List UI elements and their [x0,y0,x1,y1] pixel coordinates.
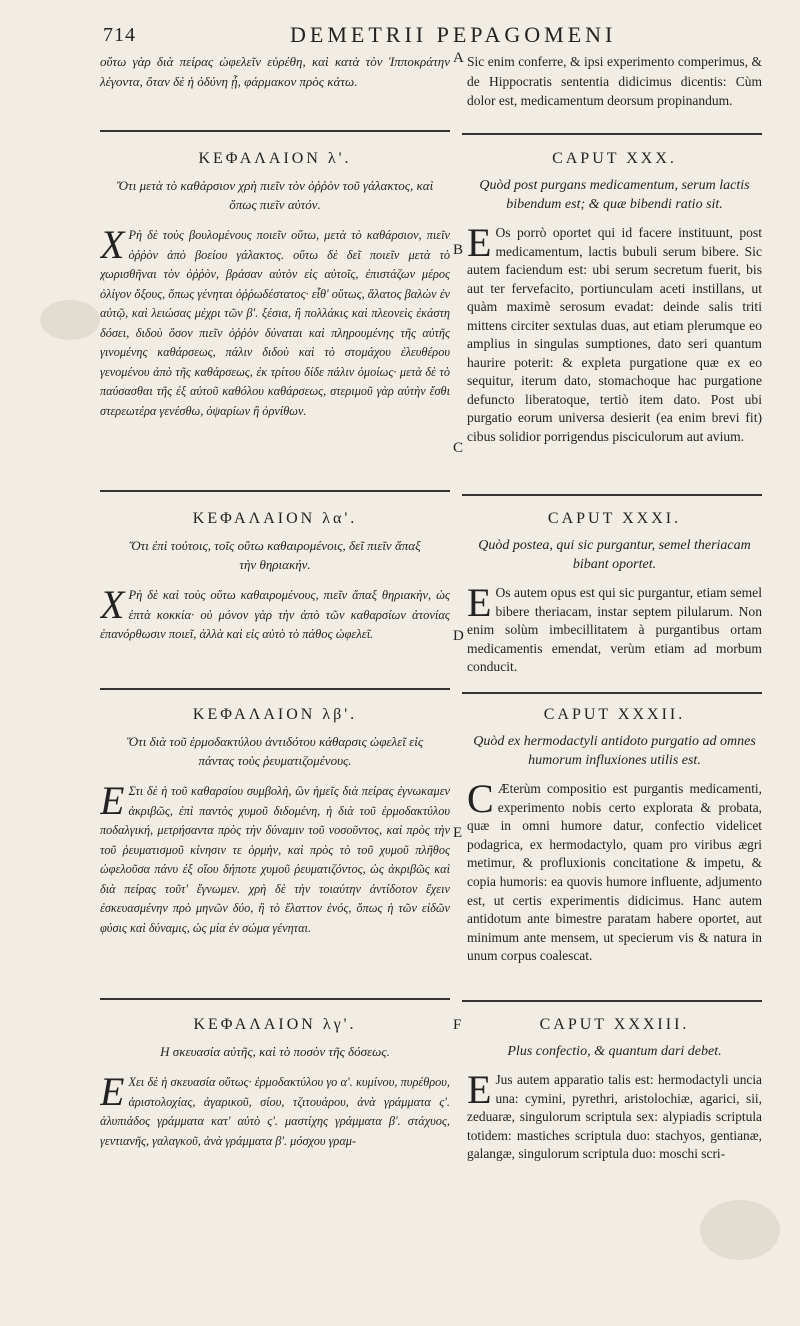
margin-letter-d: D [453,628,464,644]
section-rule [462,1000,762,1002]
greek-chapter-caption: Ὅτι διὰ τοῦ ἑρμοδακτύλου ἀντιδότου κάθαρσις ὠφελεῖ εἰς πάντας τοὺς ῥευματιζομένους. [126,734,424,768]
latin-chapter-body: Os porrò oportet qui id facere instituunt, post medicamentum, lactis bubuli serum bibere. Sic autem faciendum est: ubi serum secretum fuerit, bis aut ter fervefacito, portiunculam aceti instillans, ut quàm maximè serosum evadat: deinde salis triti mittens circiter sextulas duas, aut etiam plerumque eo amplius in singulas sumptiones, dato seri quantum haurire poterit: & expleta purgatione quæ ex eo sequitur, iterum dato, stomachoque hac purgatione defuncto liberatoque, tertiò item dato. Post ubi purgatio eorum universa desierit (ea enim brevi fit) cibus solidior porrigendus pisciculorum aut avium. [467,225,762,444]
latin-chapter-heading: CAPUT XXXIII. [539,1016,690,1033]
page-stain [700,1200,780,1260]
latin-chapter-31 [467,510,762,680]
greek-chapter-31 [100,510,450,680]
greek-dropcap: Χ [100,582,125,627]
greek-chapter-33 [100,1016,450,1196]
latin-chapter-caption: Quòd postea, qui sic purgantur, semel theriacam bibant oportet. [478,538,751,572]
latin-chapter-heading: CAPUT XXXI. [547,510,682,527]
greek-chapter-caption: Ὅτι μετὰ τὸ καθάρσιον χρὴ πιεῖν τὸν ὀῤῥὸν τοῦ γάλακτος, καὶ ὅπως πιεῖν αὐτόν. [116,178,434,212]
greek-dropcap: Χ [100,222,125,267]
section-rule [462,133,762,135]
latin-continuation [467,52,762,122]
greek-chapter-heading: ΚΕΦΑΛΑΙΟΝ λγ'. [193,1016,357,1033]
latin-continuation-text: Sic enim conferre, & ipsi experimento comperimus, & de Hippocratis sententia didicimus dicentis: Cùm dolor est, medicamentum deorsum propinandum. [467,54,762,108]
latin-chapter-33 [467,1016,762,1196]
section-rule [100,688,450,690]
latin-chapter-body: Æterùm compositio est purgantis medicamenti, experimento nobis certo explorata & probata, quæ in omni humore datur, confectio videlicet podagrica, ex hermodactylo, quam pro viribus ægri metimur, & profluxionis concitatione & impetu, & copia humoris: ea quovis humore influente, adjumento est, ut certis experimentis didicimus. Hanc autem antidotum ante bimestre paratam habere oportet, aut minimum ante mensem, ut specierum vis & natura in unum corpus coalescat. [467,781,762,964]
latin-chapter-caption: Plus confectio, & quantum dari debet. [507,1044,722,1059]
section-rule [462,494,762,496]
page-header [0,22,800,52]
latin-dropcap: C [467,776,494,821]
margin-letter-e: E [453,825,463,841]
greek-chapter-body: Στι δὲ ἡ τοῦ καθαρσίου συμβολὴ, ὣν ἡμεῖς διὰ πείρας ἐγνωκαμεν ἀκριβῶς, ἐπὶ παντὸς χυμοῦ διδομένη, ἡ διὰ τοῦ ἑρμοδακτύλου ποδαλγική, μετρήσαντα πρὸς τὴν δύναμιν τοῦ νοσοῦντος, καὶ πρὸς τὴν τοῦ ῥευματισμοῦ κίνησιν τε ὁρμὴν, καὶ πρὸς τὸ τοῦ χυμοῦ πλῆθος ὠφελοῦσα πάνυ ἐξ οἵου δήποτε χυμοῦ ῥευματιζόντος, ὡς ἀκριβῶς καὶ διὰ πείρας τοῦτ' ἔγνωμεν. χρὴ δὲ τὴν τοιαύτην ἀντίδοτον ἔχειν ἐσκευασμένην πρὸ μηνῶν δύο, ἢ τὸ ἔλαττον ἑνός, ὅπως ἡ τῶν εἰδῶν φύσις καὶ δύναμις, ὡς μία ἐν σώμα γένηται. [100,784,450,935]
greek-chapter-caption: Η σκευασία αὐτῆς, καὶ τὸ ποσὸν τῆς δόσεως. [160,1044,390,1059]
greek-chapter-body: Ρὴ δὲ τοὺς βουλομένους ποιεῖν οὕτω, μετὰ τὸ καθάρσιον, πιεῖν ὀῤῥὸν ἀπὸ βοείου γάλακτος. οὕτω δὲ δεῖ ποιεῖν μετὰ τὸ χωρισθῆναι τὸν ὀῤῥὸν, βράσαν αὐτὸν εἰς αὐτοῖς, ἐπιστάζων μέρος ὀλίγον ὄξους, ὅπως γένηται ὀῤῥωδέστατος· εἶθ' οὕτως, ἅλατος βαλὼν ἐν αὐτῷ, καὶ λειώσας μέχρι τῶν β'. ξέσια, ἢ πολλάκις καὶ πλεονεὶς ἐκάστη δόσει, διδοὺ ὅσον πιεῖν ὀῤῥὸν δύναται καὶ πληρουμένης τῆς αὐτῆς γινομένης καθάρσεως, πάλιν διδοὺ καὶ τὸ στομάχου ἐλευθέρου γενομένου ἀπὸ τῆς καθάρσεως, ἐκ τρίτου δίδε πάλιν ὁμοίως· μετὰ δὲ τὸ παύσασθαι τῆς ἐξ αὐτοῦ καθόλου καθάρσεως, στεριμοῦ γὰρ αὐτὴν ἔσθι στερεωτέρα γενέσθω, ὀψαρίων ἢ ὀρνίθων. [100,228,450,418]
margin-letter-b: B [453,242,464,258]
greek-continuation-text: οὕτω γὰρ διὰ πείρας ὠφελεῖν εὑρέθη, καὶ κατὰ τὸν Ἱπποκράτην λέγοντα, ὅταν δὲ ἡ ὀδύνη ᾖ, φάρμακον πρὸς κάτω. [100,54,450,89]
greek-continuation [100,52,450,122]
section-rule [100,998,450,1000]
greek-dropcap: Ε [100,778,125,823]
latin-chapter-caption: Quòd ex hermodactyli antidoto purgatio ad omnes humorum influxiones utilis est. [473,734,756,768]
margin-letter-f: F [453,1017,462,1033]
latin-chapter-body: Jus autem apparatio talis est: hermodactyli uncia una: cymini, pyrethri, aristolochiæ, agarici, sii, zeduaræ, singulorum scriptula sex: alypiadis scriptula totidem: mastiches scriptula duo: stachyos, gentianæ, galangæ, singulorum scriptula duo: moschi scri- [467,1072,762,1162]
latin-dropcap: E [467,1067,492,1112]
margin-letter-c: C [453,440,464,456]
section-rule [100,130,450,132]
margin-letter-a: A [453,50,464,66]
latin-chapter-heading: CAPUT XXXII. [543,706,686,723]
greek-chapter-30 [100,150,450,480]
latin-chapter-32 [467,706,762,991]
latin-dropcap: E [467,220,492,265]
greek-chapter-body: Χει δὲ ἡ σκευασία οὕτως· ἑρμοδακτύλου γο α'. κυμίνου, πυρέθρου, ἀριστολοχίας, ἀγαρικοῦ, σίου, τζιτουάρου, ἀνὰ γράμματα ς'. ἀλυπιάδος γράμματα κατ' αὐτὸ ς'. μαστίχης γράμματα β'. στάχυος, γεντιανῆς, γαλαγκοῦ, ἀνὰ γράμματα β'. μόσχου γραμ- [100,1075,450,1148]
latin-chapter-heading: CAPUT XXX. [552,150,677,167]
greek-chapter-heading: ΚΕΦΑΛΑΙΟΝ λα'. [192,510,358,527]
greek-chapter-body: Ρὴ δὲ καὶ τοὺς οὕτω καθαιρομένους, πιεῖν ἅπαξ θηριακὴν, ὡς ἑπτὰ κοκκία· οὐ μόνον γὰρ τὴν ἀπὸ τῶν καθαρσίων ἀτονίας ἐπανόρθωσιν ποιεῖ, ἀλλὰ καὶ εἰς αὐτὸ τὸ πάθος ὠφελεῖ. [100,588,450,641]
greek-chapter-caption: Ὅτι ἐπὶ τούτοις, τοῖς οὕτω καθαιρομένοις, δεῖ πιεῖν ἅπαξ τὴν θηριακήν. [129,538,421,572]
page-stain [40,300,100,340]
greek-dropcap: Ε [100,1069,125,1114]
latin-chapter-caption: Quòd post purgans medicamentum, serum lactis bibendum est; & quæ bibendi ratio sit. [479,178,750,212]
greek-chapter-heading: ΚΕΦΑΛΑΙΟΝ λ'. [198,150,352,167]
section-rule [462,692,762,694]
greek-chapter-32 [100,706,450,986]
latin-dropcap: E [467,580,492,625]
running-title: DEMETRII PEPAGOMENI [290,22,617,47]
latin-chapter-30 [467,150,762,480]
section-rule [100,490,450,492]
page-number: 714 [103,24,136,46]
greek-chapter-heading: ΚΕΦΑΛΑΙΟΝ λβ'. [192,706,358,723]
latin-chapter-body: Os autem opus est qui sic purgantur, etiam semel bibere theriacam, instar septem pilularum. Non enim solùm imbecillitatem à purgantibus ortam medicamentis emendat, verùm etiam ad morbum conducit. [467,585,762,674]
